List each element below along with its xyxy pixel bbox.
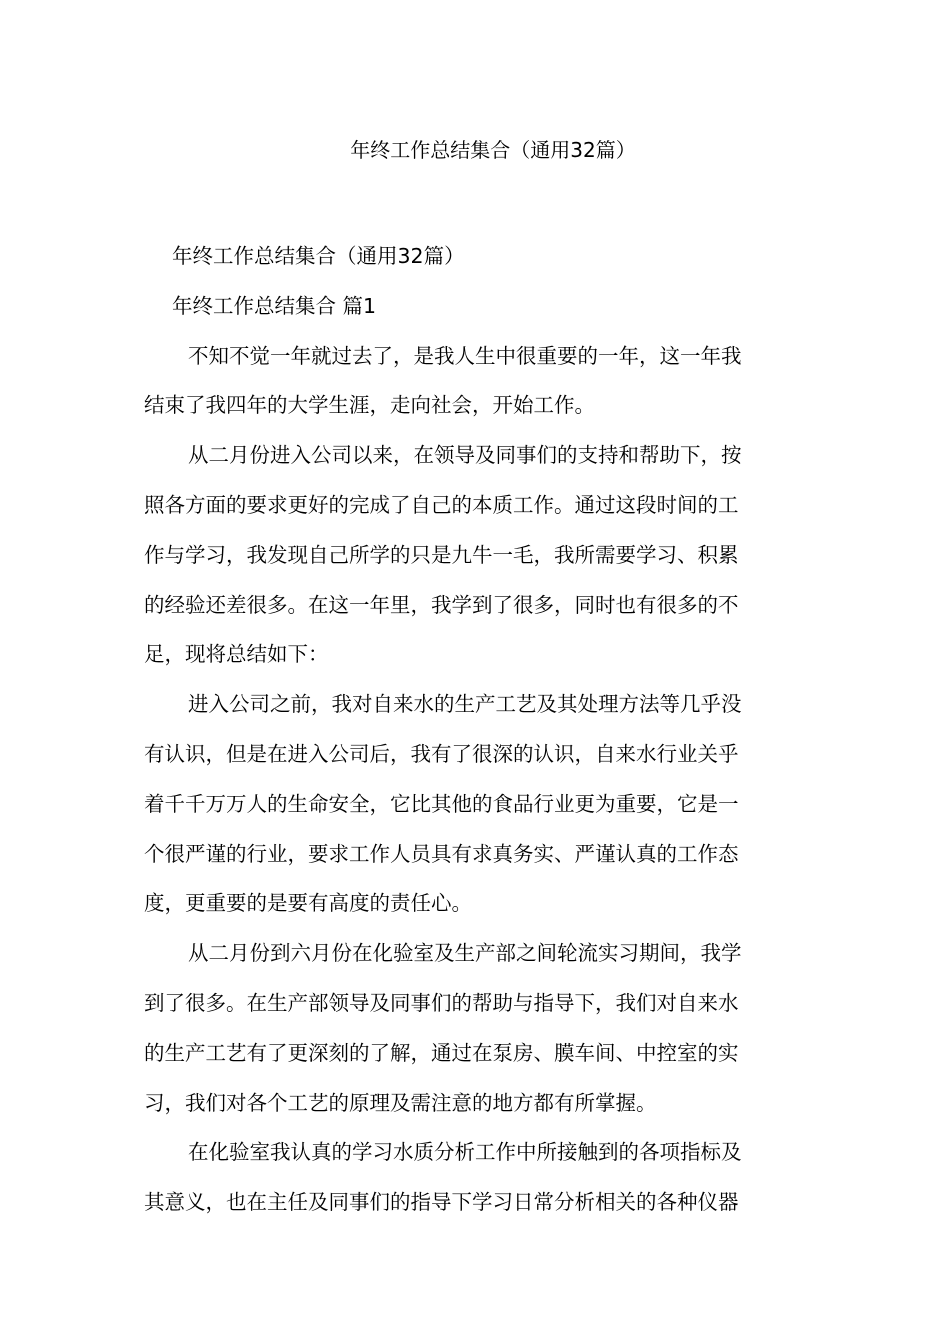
paragraph-line: 到了很多。在生产部领导及同事们的帮助与指导下，我们对自来水	[144, 990, 739, 1015]
paragraph	[144, 332, 806, 432]
document-subtitle: 年终工作总结集合（通用32篇）	[172, 244, 465, 268]
paragraph-line: 作与学习，我发现自己所学的只是九牛一毛，我所需要学习、积累	[144, 542, 739, 567]
paragraph-line: 个很严谨的行业，要求工作人员具有求真务实、严谨认真的工作态	[144, 841, 739, 866]
document-title: 年终工作总结集合（通用32篇）	[350, 138, 636, 162]
paragraph-line: 从二月份进入公司以来，在领导及同事们的支持和帮助下，按	[188, 443, 742, 468]
paragraph	[144, 929, 806, 1128]
paragraph-line: 着千千万万人的生命安全，它比其他的食品行业更为重要，它是一	[144, 791, 739, 816]
paragraph-line: 进入公司之前，我对自来水的生产工艺及其处理方法等几乎没	[188, 692, 742, 717]
paragraph-line: 结束了我四年的大学生涯，走向社会，开始工作。	[144, 393, 595, 418]
paragraph-line: 不知不觉一年就过去了，是我人生中很重要的一年，这一年我	[188, 343, 742, 368]
paragraph-line: 在化验室我认真的学习水质分析工作中所接触到的各项指标及	[188, 1140, 742, 1165]
paragraph-line: 度，更重要的是要有高度的责任心。	[144, 891, 472, 916]
paragraph	[144, 1128, 806, 1228]
paragraph-line: 照各方面的要求更好的完成了自己的本质工作。通过这段时间的工	[144, 492, 739, 517]
paragraph-line: 其意义，也在主任及同事们的指导下学习日常分析相关的各种仪器	[144, 1190, 739, 1215]
paragraph-line: 习，我们对各个工艺的原理及需注意的地方都有所掌握。	[144, 1090, 657, 1115]
paragraph	[144, 680, 806, 929]
paragraph-line: 的生产工艺有了更深刻的了解，通过在泵房、膜车间、中控室的实	[144, 1040, 739, 1065]
paragraph-line: 有认识，但是在进入公司后，我有了很深的认识，自来水行业关乎	[144, 741, 739, 766]
paragraph-line: 的经验还差很多。在这一年里，我学到了很多，同时也有很多的不	[144, 592, 739, 617]
section-heading: 年终工作总结集合 篇1	[172, 293, 377, 318]
paragraph-line: 足，现将总结如下：	[144, 642, 329, 667]
paragraph	[144, 431, 806, 680]
paragraph-line: 从二月份到六月份在化验室及生产部之间轮流实习期间，我学	[188, 941, 742, 966]
document-body	[144, 232, 806, 1228]
